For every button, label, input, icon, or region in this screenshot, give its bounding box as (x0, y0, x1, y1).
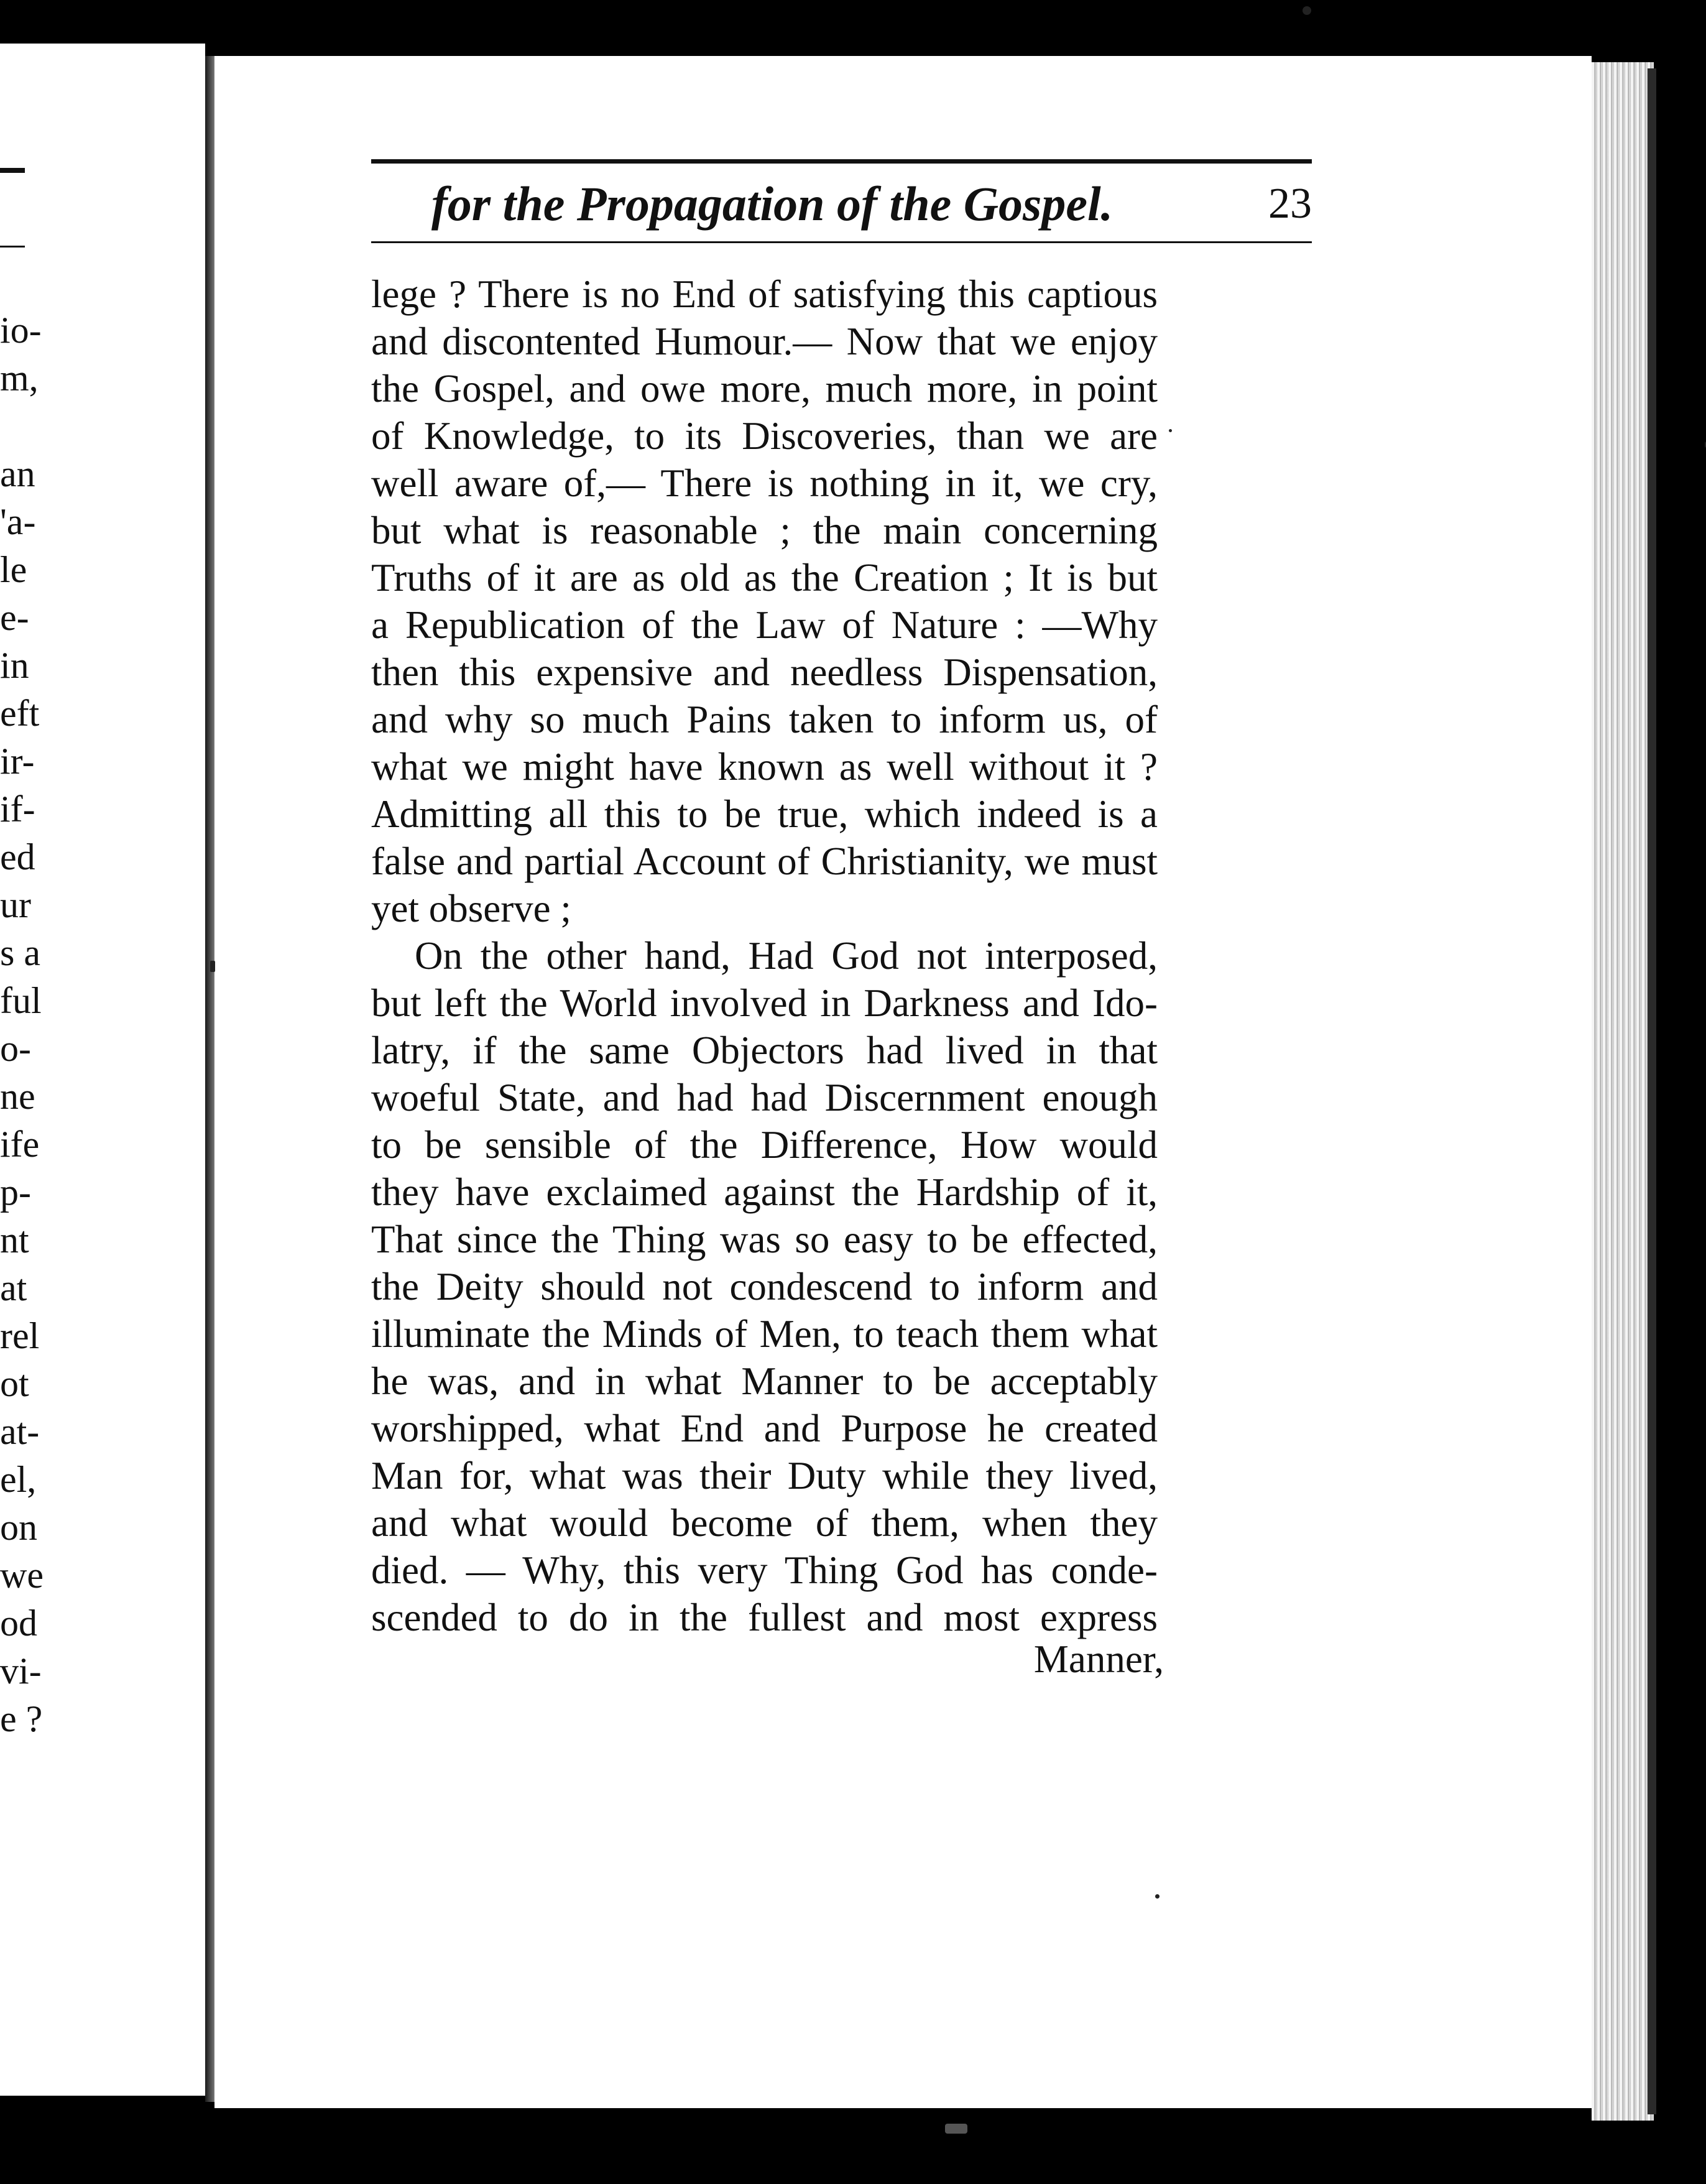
running-title: for the Propagation of the Gospel. (431, 177, 1114, 231)
text-line: what we might have known as well without it ? (371, 745, 1158, 789)
left-page-line-fragment: an (0, 453, 35, 494)
catchword: Manner, (1033, 1637, 1164, 1681)
left-page-line-fragment: o- (0, 1028, 31, 1069)
text-line: latry, if the same Objectors had lived in that (371, 1029, 1158, 1072)
scan-speck (1155, 1894, 1160, 1899)
left-page-line-fragment: p- (0, 1172, 31, 1213)
text-line: but what is reasonable ; the main concerning (371, 509, 1158, 552)
left-page-line-fragment: at (0, 1267, 27, 1308)
text-line: the Gospel, and owe more, much more, in point (371, 367, 1158, 410)
text-line: of Knowledge, to its Discoveries, than we are (371, 414, 1158, 458)
left-page-line-fragment: nt (0, 1219, 29, 1261)
left-page-line-fragment: if- (0, 789, 35, 830)
scan-speck (210, 961, 215, 972)
header-rule-bottom (371, 241, 1312, 243)
left-page-line-fragment: ot (0, 1363, 29, 1404)
text-line: lege ? There is no End of satisfying this captious (371, 272, 1158, 316)
text-line: died. — Why, this very Thing God has conde- (371, 1548, 1158, 1592)
scan-speck (1169, 429, 1172, 432)
left-page-line-fragment: m, (0, 358, 39, 399)
scan-speck (1303, 6, 1311, 15)
text-line: worshipped, what End and Purpose he created (371, 1407, 1158, 1450)
left-page-line-fragment: on (0, 1507, 37, 1548)
left-page-line-fragment: eft (0, 693, 40, 734)
left-page-line-fragment: e ? (0, 1698, 43, 1739)
left-page-line-fragment: rel (0, 1315, 40, 1356)
text-line: illuminate the Minds of Men, to teach them what (371, 1312, 1158, 1356)
left-page-fragment (0, 44, 205, 2096)
text-line: he was, and in what Manner to be acceptably (371, 1359, 1158, 1403)
left-page-line-fragment: e- (0, 597, 29, 638)
scan-speck (945, 2124, 967, 2134)
left-page-line-fragment: ful (0, 980, 42, 1021)
text-line: to be sensible of the Difference, How would (371, 1123, 1158, 1167)
text-line: but left the World involved in Darkness and Ido- (371, 981, 1158, 1025)
text-line: Admitting all this to be true, which indeed is a (371, 792, 1158, 836)
left-page-line-fragment: od (0, 1603, 37, 1644)
left-page-line-fragment: le (0, 549, 27, 590)
text-line: On the other hand, Had God not interposed, (415, 934, 1158, 978)
left-page-line-fragment: at- (0, 1411, 40, 1452)
page-fore-edge-shadow (1648, 68, 1656, 2114)
left-page-line-fragment: el, (0, 1459, 37, 1500)
text-line: yet observe ; (371, 887, 571, 930)
left-page-line-fragment: 'a- (0, 501, 36, 542)
text-line: scended to do in the fullest and most express (371, 1596, 1158, 1639)
left-page-line-fragment: ed (0, 836, 35, 877)
text-line: Truths of it are as old as the Creation ; It is but (371, 556, 1158, 599)
left-page-line-fragment: ur (0, 884, 31, 925)
text-line: well aware of,— There is nothing in it, we cry, (371, 461, 1158, 505)
left-page-line-fragment: ne (0, 1076, 35, 1117)
body-text (371, 271, 1158, 1641)
text-line: the Deity should not condescend to inform and (371, 1265, 1158, 1308)
left-page-line-fragment: io- (0, 310, 42, 351)
header-rule-top (371, 159, 1312, 164)
left-page-line-fragment: s a (0, 932, 40, 973)
text-line: That since the Thing was so easy to be effected, (371, 1218, 1158, 1261)
left-page-line-fragment: in (0, 645, 29, 686)
left-page-line-fragment: vi- (0, 1650, 42, 1691)
left-page-line-fragment: we (0, 1555, 44, 1596)
page-number: 23 (1268, 180, 1312, 228)
text-line: false and partial Account of Christianity, we must (371, 840, 1158, 883)
text-line: they have exclaimed against the Hardship of it, (371, 1170, 1158, 1214)
text-line: then this expensive and needless Dispensation, (371, 650, 1158, 694)
left-page-line-fragment: ife (0, 1124, 40, 1165)
text-line: a Republication of the Law of Nature : —Why (371, 603, 1158, 647)
text-line: woeful State, and had had Discernment enough (371, 1076, 1158, 1119)
text-line: and discontented Humour.— Now that we enjoy (371, 320, 1158, 363)
text-line: and what would become of them, when they (371, 1501, 1158, 1545)
page-fore-edge (1592, 62, 1654, 2121)
text-line: Man for, what was their Duty while they lived, (371, 1454, 1158, 1497)
left-page-line-fragment: ir- (0, 741, 35, 782)
text-line: and why so much Pains taken to inform us, of (371, 698, 1158, 741)
left-page-text (0, 44, 205, 2096)
